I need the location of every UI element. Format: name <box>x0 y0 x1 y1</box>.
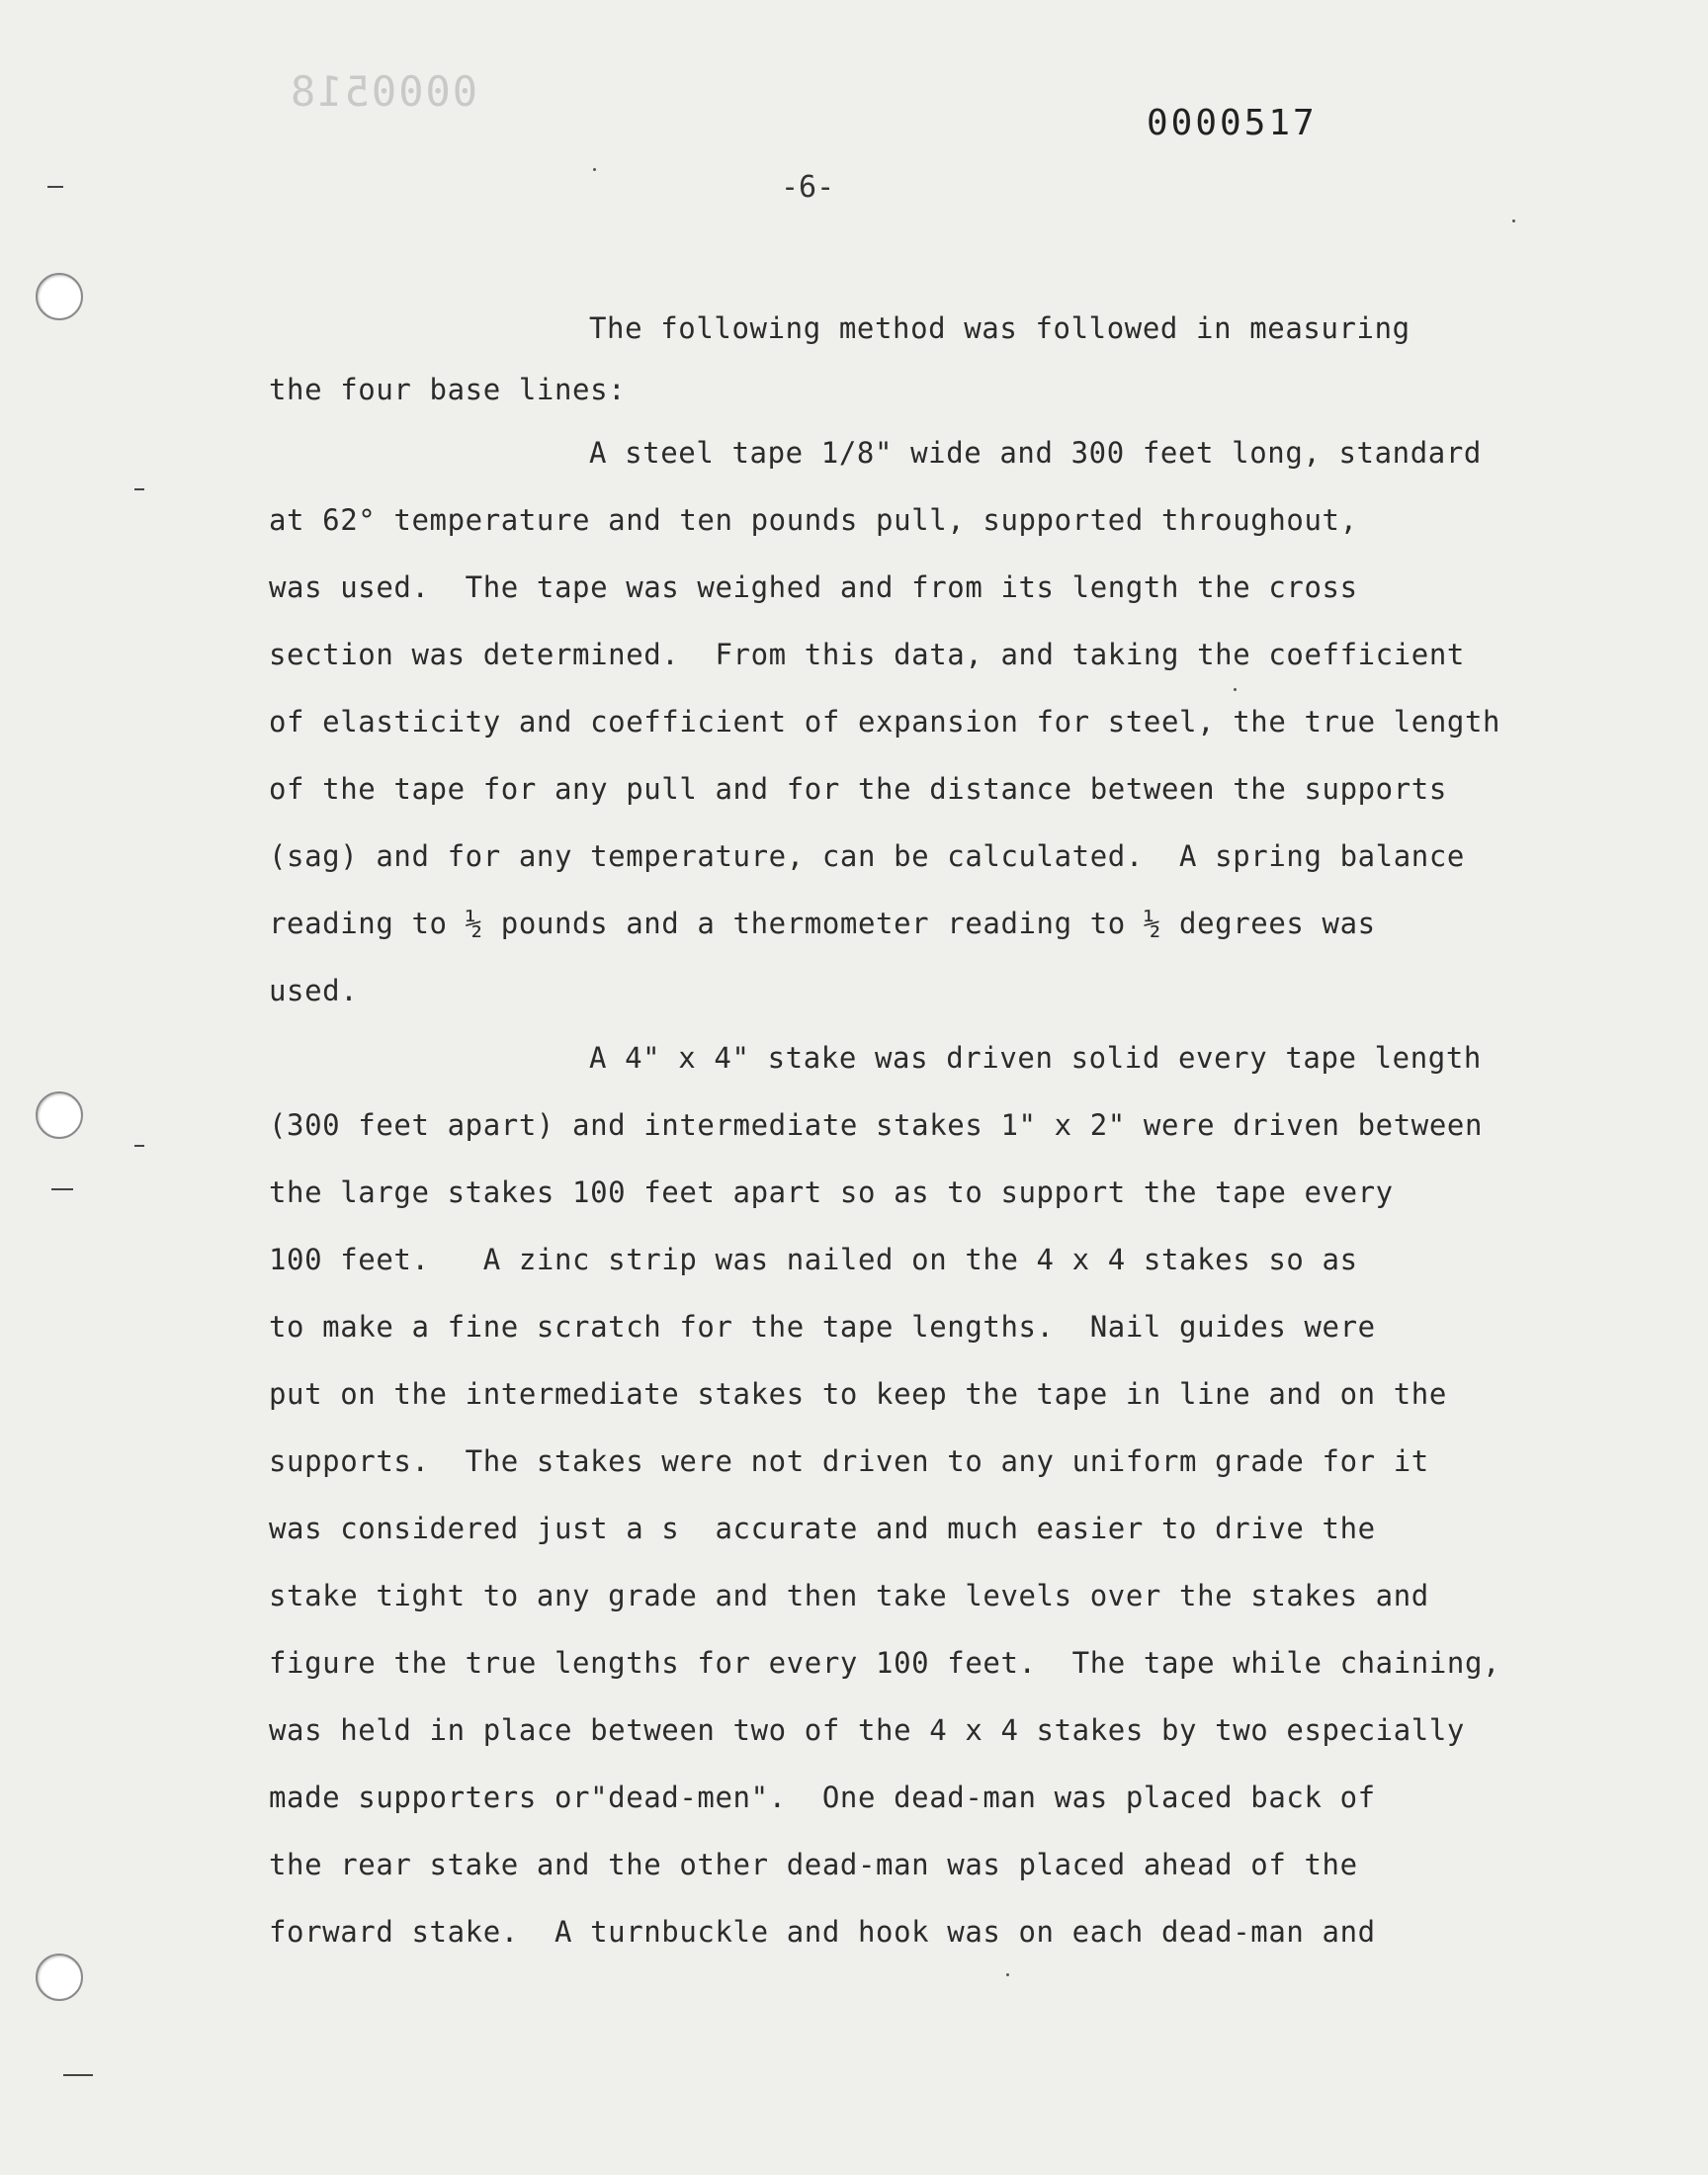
text-line: stake tight to any grade and then take levels over the stakes and <box>269 1579 1429 1612</box>
text-line: figure the true lengths for every 100 feet. The tape while chaining, <box>269 1646 1501 1680</box>
text-line: of the tape for any pull and for the distance between the supports <box>269 772 1447 806</box>
text-line: 100 feet. A zinc strip was nailed on the 4 x 4 stakes so as <box>269 1243 1358 1276</box>
bleed-through-page-number: 0000518 <box>289 67 478 116</box>
text-line: A steel tape 1/8" wide and 300 feet long, standard <box>589 436 1482 470</box>
text-line: of elasticity and coefficient of expansion for steel, the true length <box>269 705 1501 739</box>
text-line: The following method was followed in measuring <box>589 311 1410 345</box>
text-line: reading to ½ pounds and a thermometer reading to ½ degrees was <box>269 907 1376 940</box>
stamped-document-number: 0000517 <box>1147 103 1318 143</box>
margin-mark <box>47 186 63 188</box>
text-line: was considered just a s accurate and much easier to drive the <box>269 1512 1376 1545</box>
punch-hole-bottom <box>36 1954 83 2001</box>
paper-speck <box>1006 1973 1009 1976</box>
margin-mark <box>51 1188 73 1190</box>
text-line: to make a fine scratch for the tape lengths. Nail guides were <box>269 1310 1376 1344</box>
margin-mark <box>134 1145 144 1147</box>
paper-speck <box>1512 219 1515 222</box>
text-line: forward stake. A turnbuckle and hook was on each dead-man and <box>269 1915 1376 1949</box>
text-line: used. <box>269 974 359 1007</box>
text-line: the large stakes 100 feet apart so as to support the tape every <box>269 1175 1394 1209</box>
page-label: -6- <box>781 170 835 205</box>
text-line: (300 feet apart) and intermediate stakes 1" x 2" were driven between <box>269 1108 1484 1142</box>
punch-hole-top <box>36 273 83 320</box>
text-line: the four base lines: <box>269 373 627 406</box>
text-line: at 62° temperature and ten pounds pull, supported throughout, <box>269 503 1358 537</box>
paper-speck <box>593 168 596 171</box>
text-line: was held in place between two of the 4 x 4 stakes by two especially <box>269 1713 1465 1747</box>
margin-mark <box>63 2074 93 2076</box>
text-line: the rear stake and the other dead-man was placed ahead of the <box>269 1848 1358 1881</box>
punch-hole-middle <box>36 1091 83 1139</box>
text-line: A 4" x 4" stake was driven solid every tape length <box>589 1041 1482 1075</box>
text-line: made supporters or"dead-men". One dead-man was placed back of <box>269 1781 1376 1814</box>
typed-body-text <box>269 295 1653 1965</box>
margin-mark <box>134 488 144 490</box>
text-line: supports. The stakes were not driven to any uniform grade for it <box>269 1444 1429 1478</box>
text-line: (sag) and for any temperature, can be calculated. A spring balance <box>269 839 1465 873</box>
text-line: was used. The tape was weighed and from its length the cross <box>269 570 1358 604</box>
text-line: put on the intermediate stakes to keep the tape in line and on the <box>269 1377 1447 1411</box>
text-line: section was determined. From this data, and taking the coefficient <box>269 638 1465 671</box>
